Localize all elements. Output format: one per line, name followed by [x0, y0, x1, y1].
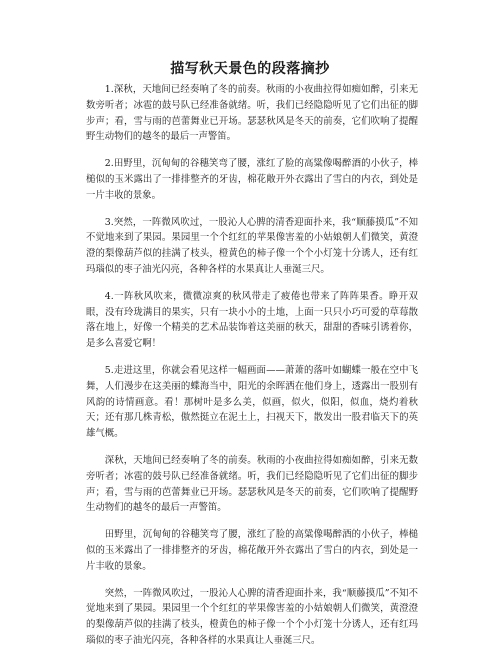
document-title: 描写秋天景色的段落摘抄: [170, 61, 330, 77]
paragraph-1: 1.深秋，天地间已经奏响了冬的前奏。秋雨的小夜曲拉得如痴如醉，引来无数旁听者；冰雹的鼓号队已经准备就绪。听，我们已经隐隐听见了它们出征的脚步声；看，雪与雨的芭蕾舞业已开场。瑟瑟秋风是冬天的前奏，它们吹响了提醒野生动物们的越冬的最后一声警笛。: [86, 84, 418, 143]
paragraph-8: 突然，一阵微风吹过，一股沁人心脾的清香迎面扑来，我“顺藤摸瓜”不知不觉地来到了果园。果园里一个个红红的苹果像害羞的小姑娘朝人们微笑，黄澄澄的梨像葫芦似的挂满了枝头，橙黄色的柿子像一个个小灯笼十分诱人，还有红玛瑙似的枣子油光闪亮，各种各样的水果真让人垂涎三尺。: [86, 587, 418, 646]
paragraph-6: 深秋，天地间已经奏响了冬的前奏。秋雨的小夜曲拉得如痴如醉，引来无数旁听者；冰雹的鼓号队已经准备就绪。听，我们已经隐隐听见了它们出征的脚步声；看，雪与雨的芭蕾舞业已开场。瑟瑟秋风是冬天的前奏，它们吹响了提醒野生动物们的越冬的最后一声警笛。: [86, 454, 418, 514]
paragraph-2: 2.田野里，沉甸甸的谷穗笑弯了腰，涨红了脸的高粱像喝醉酒的小伙子，棒槌似的玉米露出了一排排整齐的牙齿，棉花敞开外衣露出了雪白的内衣，到处是一片丰收的景象。: [86, 158, 418, 201]
document-body: [86, 82, 418, 660]
paragraph-5: 5.走进这里，你就会看见这样一幅画面——萧萧的落叶如蝴蝶一般在空中飞舞，人们漫步在这美丽的蝶海当中，阳光的余晖洒在他们身上，透露出一股别有风韵的诗情画意。看！那树叶是多么美，似画，似火，似阳，似血，烧灼着秋天；还有那几株青松，傲然挺立在泥土上，扫视天下，散发出一股君临天下的英雄气概。: [86, 364, 418, 440]
paragraph-7: 田野里，沉甸甸的谷穗笑弯了腰，涨红了脸的高粱像喝醉酒的小伙子，棒槌似的玉米露出了一排排整齐的牙齿，棉花敞开外衣露出了雪白的内衣，到处是一片丰收的景象。: [86, 529, 418, 572]
paragraph-4: 4.一阵秋风吹来，微微凉爽的秋风带走了疲倦也带来了阵阵果香。睁开双眼，没有玲珑满目的果实，只有一块小小的土地，上面一只只小巧可爱的草莓散落在地上，好像一个精美的艺术品装饰着这美丽的秋天，甜甜的香味引诱着你，是多么喜爱它啊！: [86, 290, 418, 350]
paragraph-3: 3.突然，一阵微风吹过，一股沁人心脾的清香迎面扑来，我“顺藤摸瓜”不知不觉地来到了果园。果园里一个个红红的苹果像害羞的小姑娘朝人们微笑，黄澄澄的梨像葫芦似的挂满了枝头，橙黄色的柿子像一个个小灯笼十分诱人，还有红玛瑙似的枣子油光闪亮，各种各样的水果真让人垂涎三尺。: [86, 216, 418, 275]
